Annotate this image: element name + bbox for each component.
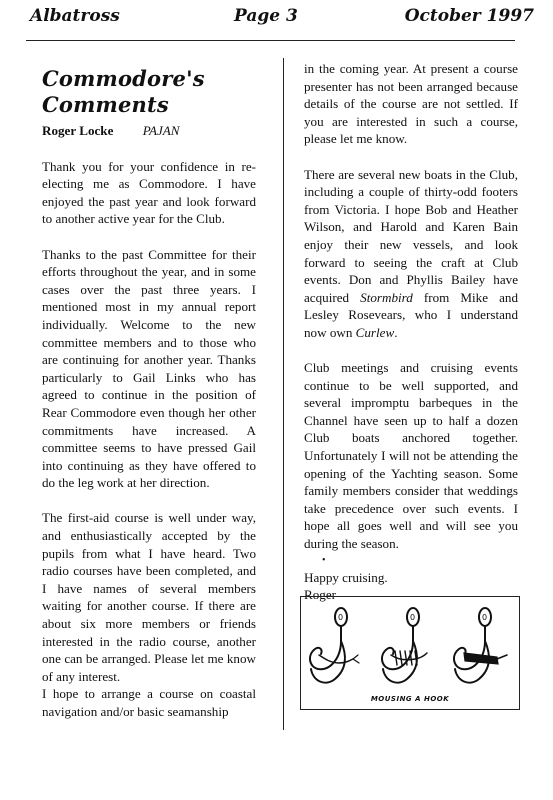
paragraph-5-text-b: from Mike and Lesley Rosevears, who I understand now own <box>304 289 518 340</box>
paragraph-5-text-c: . <box>394 324 398 340</box>
hook-1-icon <box>310 608 359 683</box>
closing-line: Happy cruising. <box>304 569 388 585</box>
author-boat: PAJAN <box>142 123 180 138</box>
page-number: Page 3 <box>234 6 298 26</box>
illustration-caption: MOUSING A HOOK <box>370 695 450 703</box>
paragraph-4: I hope to arrange a course on coastal navigation and/or basic seamanship <box>42 686 256 719</box>
hook-1-letter: 0 <box>338 613 344 622</box>
paragraph-2: Thanks to the past Committee for their efforts throughout the year, and in some cases over the past three years. I mentioned most in my annual report individually. Welcome to the new committee members and to those who are continuing for another year. Thanks particularly to Gail Links who has agreed to continue in the position of Rear Commodore even though her other commitments have increased. A committee seems to have pressed Gail into continuing as they have offered to do the leg work at her direction. <box>42 246 256 491</box>
hook-2-icon <box>382 608 427 683</box>
paragraph-5 <box>304 166 518 342</box>
signature: Roger <box>304 587 336 603</box>
hook-2-letter: 0 <box>410 613 416 622</box>
boat-name-stormbird: Stormbird <box>360 289 413 305</box>
byline <box>42 122 256 140</box>
paragraph-5-text-a: There are several new boats in the Club, including a couple of thirty-odd footers from Victoria. I hope Bob and Heather Wilson, and Harold and Karen Bain enjoy their new vessels, and look forward to seeing the craft at Club events. Don and Phyllis Bailey have acquired <box>304 166 518 305</box>
left-column <box>42 60 256 721</box>
hook-3-icon <box>454 608 507 683</box>
author-name: Roger Locke <box>42 123 114 138</box>
bullet-mark: • <box>322 554 326 566</box>
paragraph-3: The first-aid course is well under way, and enthusiastically accepted by the pupils from what I have heard. Two radio courses have been completed, and I have names of several members waiting for another course. If there are about six more members or friends interested in the radio course, another one can be arranged. Please let me know of any interest. <box>42 510 256 684</box>
article-title: Commodore's Comments <box>42 66 205 117</box>
hook-3-letter: 0 <box>482 613 488 622</box>
paragraph-1: Thank you for your confidence in re-electing me as Commodore. I have enjoyed the past year and look forward to another active year for the Club. <box>42 158 256 227</box>
paragraph-6: Club meetings and cruising events continue to be well supported, and several impromptu barbeques in the Channel have seen up to half a dozen Club boats anchored together. Unfortunately I will not be attending the opening of the Yachting season. Some family members consider that weddings take precedence over such events. I hope all goes well and will see you during the season. <box>304 360 518 552</box>
newsletter-title: Albatross <box>30 6 120 26</box>
hook-illustration <box>300 596 520 710</box>
boat-name-curlew: Curlew <box>355 324 395 340</box>
paragraph-4-continued: in the coming year. At present a course presenter has not been arranged because details of the course are not settled. If you are interested in such a course, please let me know. <box>304 61 518 147</box>
issue-date: October 1997 <box>404 6 534 26</box>
page-header <box>24 6 534 30</box>
mousing-hook-drawing <box>301 597 518 708</box>
header-rule <box>26 40 515 41</box>
right-column <box>304 60 518 604</box>
column-divider <box>283 58 284 730</box>
